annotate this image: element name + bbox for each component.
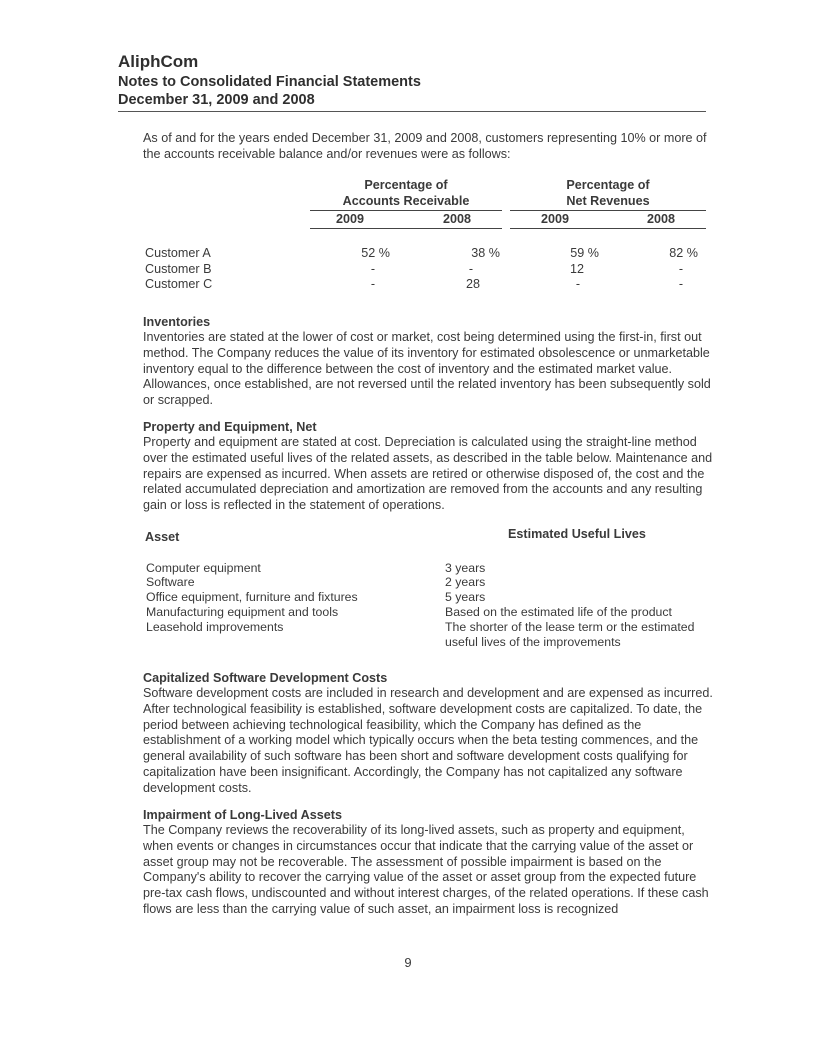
inventories-paragraph: Inventories are stated at the lower of cost or market, cost being determined using the first-in, first out method. The Company reduces the value of its inventory for estimated obsolescence or unmarketable inventory equal to the difference between the cost of inventory and the estimated market value. Allowances, once established, are not reversed until the related inventory has been subsequently sold or scrapped. bbox=[143, 330, 711, 408]
asset-name: Computer equipment bbox=[146, 561, 261, 575]
software-paragraph: Software development costs are included in research and development and are expensed as incurred. After technological feasibility is established, software development costs are capitalized. To date, the period between achieving technological feasibility, which the Company has defined as the establishment of a working model which typically occurs when the beta testing commences, and the general availability of such software has been short and software development costs qualifying for capitalization have been insignificant. Accordingly, the Company has not capitalized any software development costs. bbox=[143, 686, 713, 795]
ar-group-header-line1: Percentage of bbox=[364, 178, 448, 192]
year-header-ar-2009: 2009 bbox=[335, 212, 365, 226]
table-cell: 38 % bbox=[471, 246, 500, 260]
rev-group-header-line2: Net Revenues bbox=[566, 194, 650, 208]
company-name: AliphCom bbox=[118, 52, 199, 71]
ppe-paragraph: Property and equipment are stated at cost. Depreciation is calculated using the straight-line method over the estimated useful lives of the related assets, as described in the table below. Maintenance and repairs are expensed as incurred. When assets are retired or otherwise disposed of, the cost and the related accumulated depreciation and amortization are removed from the accounts and any resulting gain or loss is reflected in the statement of operations. bbox=[143, 435, 713, 513]
document-subtitle: Notes to Consolidated Financial Statements bbox=[118, 74, 421, 90]
useful-lives-column-header: Estimated Useful Lives bbox=[508, 527, 646, 541]
asset-name: Office equipment, furniture and fixtures bbox=[146, 590, 358, 604]
asset-life: 2 years bbox=[445, 575, 486, 589]
impairment-paragraph: The Company reviews the recoverability of its long-lived assets, such as property and equipment, when events or changes in circumstances occur that indicate that the carrying value of the asset or asset group may not be recoverable. The assessment of possible impairment is based on the Company's ability to recover the carrying value of the asset or asset group from the expected future pre-tax cash flows, undiscounted and without interest charges, of the related operations. If these cash flows are less than the carrying value of such asset, an impairment loss is recognized bbox=[143, 823, 709, 916]
document-date: December 31, 2009 and 2008 bbox=[118, 92, 315, 108]
table-cell: - bbox=[575, 277, 581, 291]
asset-life: Based on the estimated life of the product bbox=[445, 605, 672, 619]
table-cell: - bbox=[678, 277, 684, 291]
table-row-label: Customer B bbox=[145, 262, 212, 276]
table-cell: 52 % bbox=[361, 246, 390, 260]
rev-group-rule bbox=[510, 210, 706, 211]
asset-name: Manufacturing equipment and tools bbox=[146, 605, 339, 619]
intro-paragraph: As of and for the years ended December 31, 2009 and 2008, customers representing 10% or more of the accounts receivable balance and/or revenues were as follows: bbox=[143, 131, 707, 161]
ar-group-rule bbox=[310, 210, 502, 211]
year-header-rev-2009: 2009 bbox=[540, 212, 570, 226]
header-rule bbox=[118, 111, 706, 112]
asset-life: 5 years bbox=[445, 590, 486, 604]
table-cell: 59 % bbox=[570, 246, 599, 260]
table-row-label: Customer C bbox=[145, 277, 213, 291]
year-rule-rev bbox=[510, 228, 706, 229]
table-cell: 82 % bbox=[669, 246, 698, 260]
ar-group-header-line2: Accounts Receivable bbox=[342, 194, 470, 208]
asset-life: 3 years bbox=[445, 561, 486, 575]
table-cell: - bbox=[370, 262, 376, 276]
year-header-ar-2008: 2008 bbox=[442, 212, 472, 226]
table-cell: 28 bbox=[465, 277, 480, 291]
table-row-label: Customer A bbox=[145, 246, 211, 260]
asset-name: Software bbox=[146, 575, 195, 589]
table-cell: - bbox=[468, 262, 474, 276]
table-cell: - bbox=[678, 262, 684, 276]
year-header-rev-2008: 2008 bbox=[646, 212, 676, 226]
section-heading-inventories: Inventories bbox=[143, 315, 211, 329]
table-cell: - bbox=[370, 277, 376, 291]
page-number: 9 bbox=[404, 955, 412, 970]
section-heading-ppe: Property and Equipment, Net bbox=[143, 420, 317, 434]
section-heading-software: Capitalized Software Development Costs bbox=[143, 671, 388, 685]
asset-name: Leasehold improvements bbox=[146, 620, 284, 634]
table-cell: 12 bbox=[569, 262, 584, 276]
asset-life: The shorter of the lease term or the estimated useful lives of the improvements bbox=[445, 620, 695, 649]
rev-group-header-line1: Percentage of bbox=[566, 178, 650, 192]
asset-column-header: Asset bbox=[145, 530, 180, 544]
year-rule-ar bbox=[310, 228, 502, 229]
section-heading-impairment: Impairment of Long-Lived Assets bbox=[143, 808, 342, 822]
